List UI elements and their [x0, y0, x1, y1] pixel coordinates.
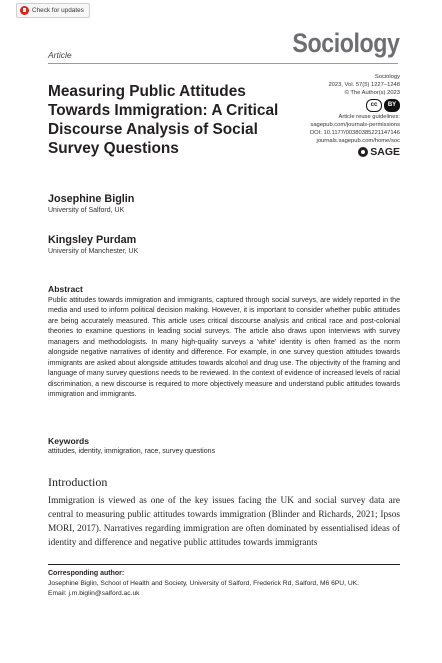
meta-journal: Sociology — [374, 74, 400, 80]
meta-reuse: Article reuse guidelines: — [338, 113, 400, 120]
update-icon — [20, 6, 29, 15]
meta-copyright: © The Author(s) 2023 — [344, 90, 400, 97]
meta-permissions-link[interactable]: sagepub.com/journals-permissions — [310, 121, 400, 128]
by-icon: BY — [384, 99, 400, 112]
author-affiliation-2: University of Manchester, UK — [48, 248, 139, 255]
corresponding-author-details — [48, 579, 408, 600]
publisher-name: SAGE — [370, 146, 400, 159]
meta-journal-link[interactable]: journals.sagepub.com/home/soc — [316, 138, 400, 145]
corresponding-author-address: Josephine Biglin, School of Health and Society, University of Salford, Frederick Rd, Salford, M6 6PU, UK. — [48, 580, 359, 587]
author-name-2: Kingsley Purdam — [48, 234, 137, 246]
abstract-text: Public attitudes towards immigration and immigrants, captured through social surveys, are widely reported in the media and used to inform political decision making. However, it is important to consider whether public attitudes are being accurately measured. This article uses critical discourse analysis and critical race and post-colonial theories to examine questions in leading social surveys. The article also draws upon interviews with survey managers and methodologists. In many high-quality surveys a 'white' identity is often framed as the norm alongside negative narratives of identity and difference. For example, in one survey question attitudes towards immigrants are asked about alongside attitudes towards alcohol and drug use. The objectivity of the framing and language of many survey questions needs to be reviewed. In the context of evidence of increased levels of racial discrimination, a new discourse is required to more objectively measure and understand public attitudes towards immigration and immigrants. — [48, 297, 400, 399]
check-for-updates-badge[interactable] — [16, 3, 90, 18]
footnote-rule — [48, 564, 400, 565]
publisher-logo — [358, 147, 400, 157]
meta-volume: 2023, Vol. 57(5) 1227–1248 — [328, 82, 400, 89]
article-title: Measuring Public Attitudes Towards Immigration: A Critical Discourse Analysis of Social Survey Questions — [48, 83, 279, 157]
article-metadata — [280, 73, 400, 161]
corresponding-author-email[interactable]: Email: j.m.biglin@salford.ac.uk — [48, 590, 140, 598]
keywords-text: attitudes, identity, immigration, race, survey questions — [48, 448, 216, 455]
corresponding-author-heading: Corresponding author: — [48, 570, 125, 577]
check-for-updates-label: Check for updates — [32, 7, 84, 14]
article-type-label: Article — [48, 50, 72, 60]
meta-doi[interactable]: DOI: 10.1177/00380385221147146 — [309, 130, 400, 137]
introduction-heading: Introduction — [48, 475, 108, 489]
keywords-heading: Keywords — [48, 436, 90, 446]
sage-logo-icon — [358, 147, 368, 157]
journal-name: Sociology — [292, 28, 400, 58]
author-affiliation-1: University of Salford, UK — [48, 207, 125, 214]
cc-by-license-icon[interactable] — [366, 99, 400, 112]
header-rule — [48, 63, 398, 64]
cc-icon: cc — [366, 99, 382, 112]
abstract-heading: Abstract — [48, 284, 83, 294]
introduction-text: Immigration is viewed as one of the key issues facing the UK and social survey data are central to measuring public attitudes towards immigration (Blinder and Richards, 2021; Ipsos MORI, 2017). Narratives regarding immigration are often dominated by essentialised ideas of identity and difference and negative public attitudes towards immigrants — [48, 496, 400, 549]
author-name-1: Josephine Biglin — [48, 193, 135, 205]
